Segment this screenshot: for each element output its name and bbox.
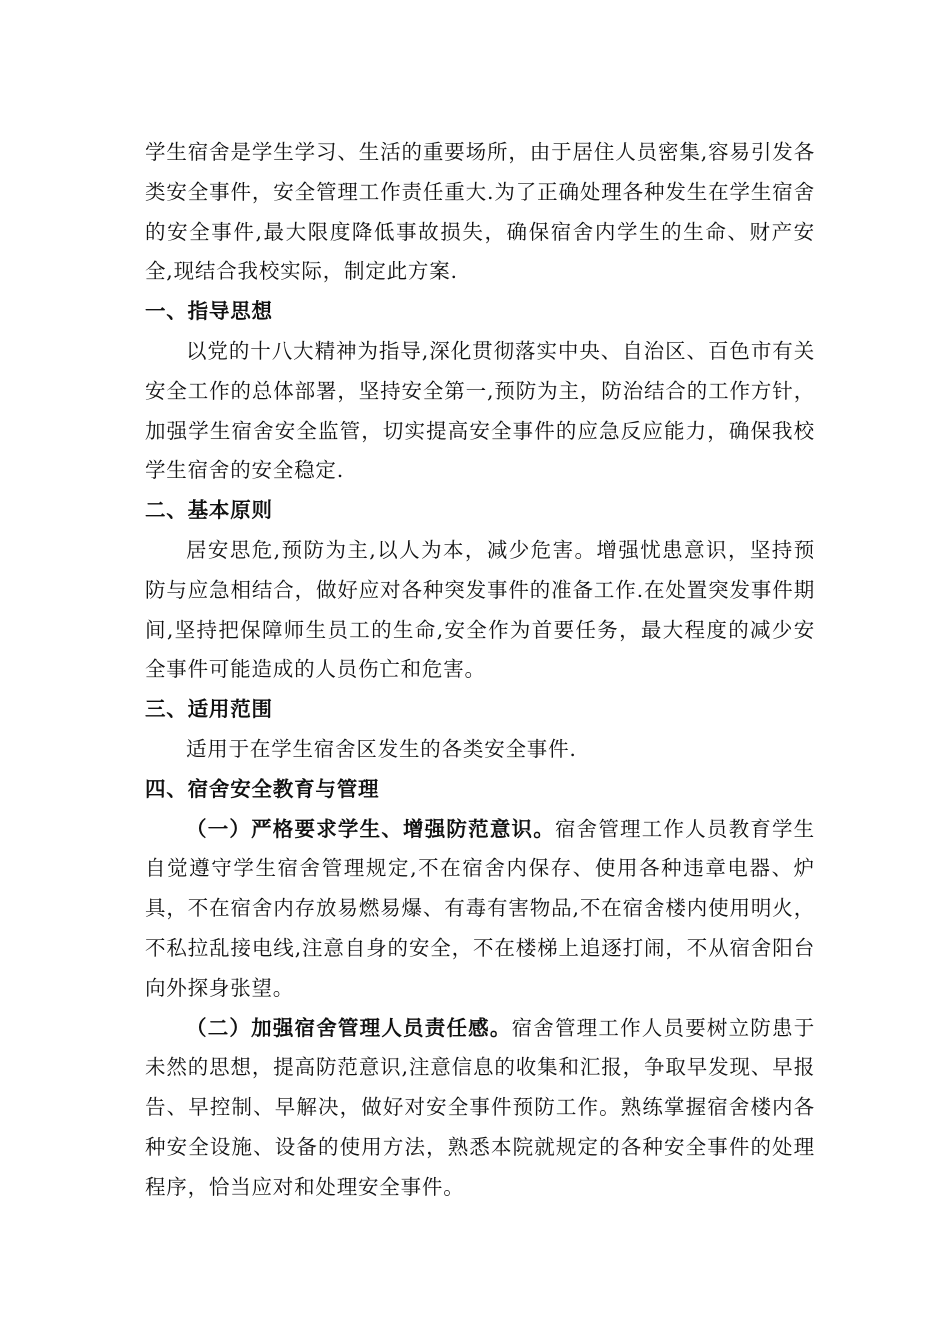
section-heading-scope: 三、适用范围 xyxy=(145,697,273,722)
section-heading-basic-principles: 二、基本原则 xyxy=(145,498,273,523)
section-heading-dorm-safety: 四、宿舍安全教育与管理 xyxy=(145,776,380,801)
item-1-lead: （一）严格要求学生、增强防范意识。 xyxy=(186,816,555,841)
document-body xyxy=(145,133,815,1208)
section-body-basic-principles: 居安思危,预防为主,以人为本，减少危害。增强忧患意识，坚持预防与应急相结合，做好应对各种突发事件的准备工作.在处置突发事件期间,坚持把保障师生员工的生命,安全作为首要任务，最大程度的减少安全事件可能造成的人员伤亡和危害。 xyxy=(145,537,815,682)
section-body-scope: 适用于在学生宿舍区发生的各类安全事件. xyxy=(186,736,577,761)
section-heading-guiding-ideology: 一、指导思想 xyxy=(145,299,273,324)
dorm-safety-item-1 xyxy=(145,810,815,1009)
section-body-guiding-ideology: 以党的十八大精神为指导,深化贯彻落实中央、自治区、百色市有关安全工作的总体部署，坚持安全第一,预防为主，防治结合的工作方针，加强学生宿舍安全监管，切实提高安全事件的应急反应能力，确保我校学生宿舍的安全稳定. xyxy=(145,338,815,483)
item-2-text: 宿舍管理工作人员要树立防患于未然的思想，提高防范意识,注意信息的收集和汇报，争取早发现、早报告、早控制、早解决，做好对安全事件预防工作。熟练掌握宿舍楼内各种安全设施、设备的使用方法，熟悉本院就规定的各种安全事件的处理程序，恰当应对和处理安全事件。 xyxy=(145,1015,816,1199)
dorm-safety-item-2 xyxy=(145,1009,815,1208)
item-2-lead: （二）加强宿舍管理人员责任感。 xyxy=(186,1015,512,1040)
intro-paragraph: 学生宿舍是学生学习、生活的重要场所，由于居住人员密集,容易引发各类安全事件，安全管理工作责任重大.为了正确处理各种发生在学生宿舍的安全事件,最大限度降低事故损失，确保宿舍内学生的生命、财产安全,现结合我校实际，制定此方案. xyxy=(145,140,815,284)
item-1-text: 宿舍管理工作人员教育学生自觉遵守学生宿舍管理规定,不在宿舍内保存、使用各种违章电器、炉具，不在宿舍内存放易燃易爆、有毒有害物品,不在宿舍楼内使用明火，不私拉乱接电线,注意自身的安全，不在楼梯上追逐打闹，不从宿舍阳台向外探身张望。 xyxy=(145,816,815,1000)
